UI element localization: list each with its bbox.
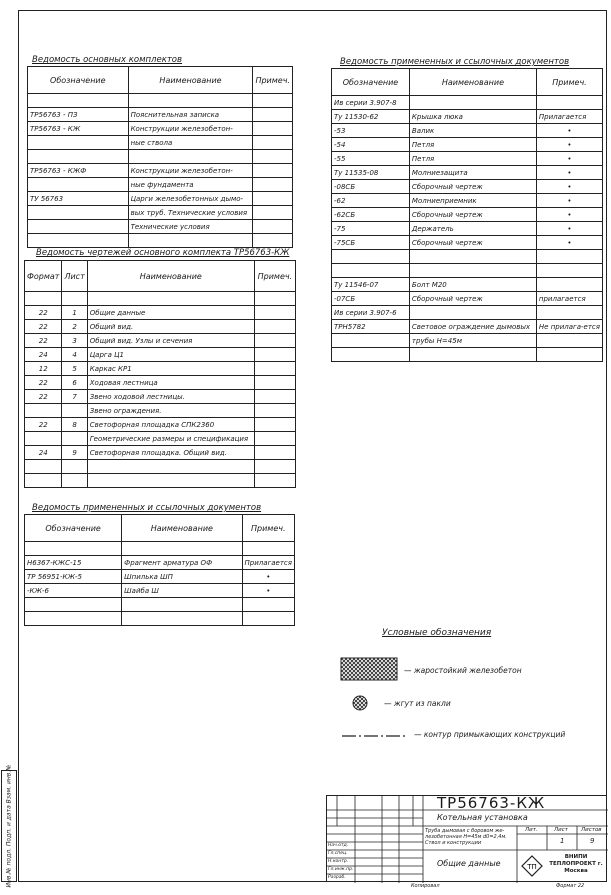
table4-title: Ведомость примененных и ссылочных документов [340, 57, 570, 67]
table-row [332, 334, 603, 348]
table-cell [62, 432, 87, 446]
person-role-2: Гл.спец. [328, 851, 348, 856]
table-cell: -08СБ [332, 180, 410, 194]
table-cell [254, 362, 295, 376]
table-cell [253, 192, 293, 206]
table-row [332, 348, 603, 362]
table-cell [25, 598, 122, 612]
table-row [25, 556, 295, 570]
table-cell [254, 348, 295, 362]
table-cell: Валик [409, 124, 536, 138]
object-description: Труба дымовая с боровом же-лезобетонная Н=45м d0=2,4м. Ствол и конструкции [425, 828, 507, 846]
table-cell [254, 292, 295, 306]
table-cell: ТР56763 - ПЗ [28, 108, 129, 122]
object-name: Котельная установка [437, 813, 528, 822]
table-cell: Ив серии 3.907-8 [332, 96, 410, 110]
table-row [28, 122, 293, 136]
table-cell: Молниезащита [409, 166, 536, 180]
table-cell: Технические условия [128, 220, 253, 234]
table-cell: Петля [409, 138, 536, 152]
table-cell [253, 164, 293, 178]
title-block [326, 795, 607, 882]
table-cell: ТР56763 - КЖ [28, 122, 129, 136]
table-cell: 5 [62, 362, 87, 376]
table-cell [253, 136, 293, 150]
table-cell [536, 96, 602, 110]
organization-name: ВНИПИ ТЕПЛОПРОЕКТ г. Москва [549, 854, 603, 874]
legend-symbols [340, 657, 400, 727]
table-cell: Н6367-КЖС-15 [25, 556, 122, 570]
table-header [25, 515, 295, 542]
table-cell: -75 [332, 222, 410, 236]
table-row [25, 348, 296, 362]
table-row [28, 234, 293, 248]
table-cell [409, 306, 536, 320]
table-cell: Болт М20 [409, 278, 536, 292]
table-cell: Царги железобетонных дымо- [128, 192, 253, 206]
table-cell: -75СБ [332, 236, 410, 250]
table-cell: ТУ 56763 [28, 192, 129, 206]
side-stamp [1, 764, 17, 888]
table-row [25, 390, 296, 404]
table-cell [536, 250, 602, 264]
sheets-label: Листов [581, 827, 602, 833]
table-row [25, 418, 296, 432]
table-cell: Ту 11546-07 [332, 278, 410, 292]
sheets-number: 9 [590, 837, 595, 845]
table-cell: Царга Ц1 [87, 348, 254, 362]
table-row [28, 94, 293, 108]
table-cell: -КЖ-6 [25, 584, 122, 598]
table-row [25, 320, 296, 334]
table-cell: Общий вид. [87, 320, 254, 334]
table-cell: прилагается [536, 292, 602, 306]
copied-label: Копировал [411, 883, 440, 889]
header-name: Наименование [409, 69, 536, 96]
table-cell [254, 460, 295, 474]
table-cell: -62СБ [332, 208, 410, 222]
legend-item-rope: — жгут из пакли [384, 699, 451, 708]
side-stamp-text: Инв.№ подл. Подп. и дата Взам. инв.№ [5, 764, 13, 888]
table-cell: ные фундамента [128, 178, 253, 192]
referenced-docs-table-right [331, 68, 603, 362]
table-row [25, 542, 295, 556]
table-cell: Ту 11535-08 [332, 166, 410, 180]
table-cell: Сборочный чертеж [409, 236, 536, 250]
table-cell: Конструкции железобетон- [128, 122, 253, 136]
table-row [25, 376, 296, 390]
table-cell: Ходовая лестница [87, 376, 254, 390]
table-cell [62, 474, 87, 488]
table-row [332, 180, 603, 194]
table-cell: Ту 11530-62 [332, 110, 410, 124]
table-cell: ТР 56951-КЖ-5 [25, 570, 122, 584]
table-cell [253, 108, 293, 122]
table-cell: -54 [332, 138, 410, 152]
table-row [332, 110, 603, 124]
table-row [332, 306, 603, 320]
table-row [332, 124, 603, 138]
table-cell: • [536, 180, 602, 194]
table1-title: Ведомость основных комплектов [32, 55, 182, 65]
table-cell [122, 612, 242, 626]
table-cell: 22 [25, 390, 62, 404]
table-cell: Прилагается [242, 556, 294, 570]
table-cell: ТРН5782 [332, 320, 410, 334]
table-cell [332, 250, 410, 264]
table-cell [25, 474, 62, 488]
table-row [28, 108, 293, 122]
header-designation: Обозначение [28, 67, 129, 94]
table-cell: • [242, 584, 294, 598]
table-cell: Прилагается [536, 110, 602, 124]
table-cell [87, 474, 254, 488]
table-row [332, 138, 603, 152]
table-cell [25, 432, 62, 446]
table-cell [242, 598, 294, 612]
table-cell [25, 460, 62, 474]
table-cell [254, 334, 295, 348]
tow-rope-icon [353, 696, 367, 710]
table-row [332, 194, 603, 208]
table-cell: 24 [25, 348, 62, 362]
drawings-table [24, 260, 296, 488]
table-cell: Фрагмент арматура ОФ [122, 556, 242, 570]
table-row [28, 192, 293, 206]
table-cell [254, 446, 295, 460]
table-cell: 22 [25, 418, 62, 432]
table-cell: Световое ограждение дымовых [409, 320, 536, 334]
table-cell: Шпилька ШП [122, 570, 242, 584]
table-cell [242, 542, 294, 556]
table-cell: • [536, 138, 602, 152]
table-cell: вых труб. Технические условия [128, 206, 253, 220]
legend-title: Условные обозначения [382, 628, 492, 638]
table-cell: Шайба Ш [122, 584, 242, 598]
table-cell: Ив серии 3.907-6 [332, 306, 410, 320]
table-row [25, 362, 296, 376]
table-cell: 7 [62, 390, 87, 404]
table-cell: Молниеприемник [409, 194, 536, 208]
table-row [25, 570, 295, 584]
org-logo-icon [521, 855, 543, 877]
table-cell [332, 348, 410, 362]
table-row [332, 166, 603, 180]
person-role-3: Н.контр. [328, 859, 349, 864]
table-row [25, 474, 296, 488]
table-cell [536, 278, 602, 292]
table-cell: Сборочный чертеж [409, 180, 536, 194]
legend-item-concrete: — жаростойкий железобетон [404, 666, 522, 675]
table-cell [254, 376, 295, 390]
table-cell: Каркас КР1 [87, 362, 254, 376]
header-note: Примеч. [536, 69, 602, 96]
table-cell: • [536, 236, 602, 250]
table-row [332, 152, 603, 166]
table-cell [25, 542, 122, 556]
table-cell [87, 460, 254, 474]
table-row [25, 404, 296, 418]
table3-title: Ведомость примененных и ссылочных документов [32, 503, 262, 513]
table-cell: 9 [62, 446, 87, 460]
table-cell: Конструкции железобетон- [128, 164, 253, 178]
table-row [28, 150, 293, 164]
table-cell: Держатель [409, 222, 536, 236]
table-cell: 3 [62, 334, 87, 348]
contour-line-icon [340, 733, 410, 739]
table-row [332, 222, 603, 236]
table-cell: ТР56763 - КЖФ [28, 164, 129, 178]
table-cell [409, 250, 536, 264]
table-header [332, 69, 603, 96]
header-name: Наименование [87, 261, 254, 292]
table-row [25, 306, 296, 320]
table-cell: • [536, 166, 602, 180]
table-cell [253, 122, 293, 136]
table-cell [253, 178, 293, 192]
table-cell [254, 320, 295, 334]
table-cell: Светофорная площадка. Общий вид. [87, 446, 254, 460]
table-cell: Звено ограждения. [87, 404, 254, 418]
table-row [25, 334, 296, 348]
main-sets-table [27, 66, 293, 248]
table-cell [25, 292, 62, 306]
table-cell: 8 [62, 418, 87, 432]
table-cell [254, 404, 295, 418]
table-cell: • [536, 194, 602, 208]
table-row [25, 446, 296, 460]
table-cell: 22 [25, 334, 62, 348]
sheet-number: 1 [560, 837, 565, 845]
table-cell: Сборочный чертеж [409, 208, 536, 222]
table-cell [253, 220, 293, 234]
table-cell [128, 150, 253, 164]
table-cell [332, 334, 410, 348]
table2-title: Ведомость чертежей основного комплекта ТР56763-КЖ [36, 248, 290, 258]
table-row [332, 264, 603, 278]
table-cell [28, 136, 129, 150]
table-cell [62, 460, 87, 474]
table-cell: 12 [25, 362, 62, 376]
table-cell [122, 542, 242, 556]
table-cell: • [536, 222, 602, 236]
table-cell: трубы Н=45м [409, 334, 536, 348]
table-cell [122, 598, 242, 612]
table-cell: 24 [25, 446, 62, 460]
table-cell [28, 220, 129, 234]
table-cell: -07СБ [332, 292, 410, 306]
table-row [332, 208, 603, 222]
table-cell [409, 348, 536, 362]
person-role-4: Гл.инж.пр. [328, 867, 354, 872]
table-row [28, 178, 293, 192]
table-row [332, 96, 603, 110]
table-cell: 6 [62, 376, 87, 390]
table-cell: • [536, 124, 602, 138]
table-cell [536, 334, 602, 348]
stage-label: Лит. [525, 827, 538, 833]
table-cell [536, 348, 602, 362]
table-cell [28, 150, 129, 164]
table-row [25, 432, 296, 446]
format-label: Формат 22 [556, 883, 585, 889]
table-cell [536, 264, 602, 278]
table-cell [253, 94, 293, 108]
header-name: Наименование [128, 67, 253, 94]
table-cell [28, 206, 129, 220]
sheet-title: Общие данные [437, 859, 501, 868]
table-row [332, 278, 603, 292]
table-row [25, 460, 296, 474]
header-designation: Обозначение [25, 515, 122, 542]
table-row [332, 250, 603, 264]
table-cell [28, 234, 129, 248]
table-cell: 22 [25, 376, 62, 390]
table-row [25, 612, 295, 626]
table-cell: Общий вид. Узлы и сечения [87, 334, 254, 348]
table-cell: 22 [25, 320, 62, 334]
table-header [25, 261, 296, 292]
table-cell: -53 [332, 124, 410, 138]
table-row [28, 220, 293, 234]
table-cell: • [536, 152, 602, 166]
table-cell: 4 [62, 348, 87, 362]
svg-text:ТП: ТП [527, 863, 537, 871]
table-cell [25, 404, 62, 418]
table-cell: • [242, 570, 294, 584]
header-note: Примеч. [242, 515, 294, 542]
table-cell [28, 178, 129, 192]
table-cell: Сборочный чертеж [409, 292, 536, 306]
table-cell: Звено ходовой лестницы. [87, 390, 254, 404]
table-cell: -55 [332, 152, 410, 166]
table-cell: Не прилага-ется [536, 320, 602, 334]
header-name: Наименование [122, 515, 242, 542]
table-row [25, 598, 295, 612]
table-cell: ные ствола [128, 136, 253, 150]
table-cell: Общие данные [87, 306, 254, 320]
table-cell [128, 234, 253, 248]
table-cell [254, 474, 295, 488]
person-role-1: Нач.отд. [328, 843, 349, 848]
table-cell: 2 [62, 320, 87, 334]
table-cell [28, 94, 129, 108]
concrete-hatch-icon [341, 658, 397, 680]
table-cell: Светофорная площадка СПК2360 [87, 418, 254, 432]
table-cell [409, 96, 536, 110]
table-cell [254, 432, 295, 446]
header-designation: Обозначение [332, 69, 410, 96]
table-row [332, 236, 603, 250]
header-note: Примеч. [253, 67, 293, 94]
table-cell [254, 418, 295, 432]
table-row [25, 584, 295, 598]
table-row [332, 292, 603, 306]
table-row [28, 136, 293, 150]
table-cell [25, 612, 122, 626]
table-cell [536, 306, 602, 320]
table-cell [409, 264, 536, 278]
table-cell: Геометрические размеры и спецификация [87, 432, 254, 446]
drawing-code: ТР56763-КЖ [437, 794, 546, 812]
table-row [28, 206, 293, 220]
table-cell [254, 390, 295, 404]
table-cell [253, 234, 293, 248]
header-sheet: Лист [62, 261, 87, 292]
table-cell [87, 292, 254, 306]
table-header [28, 67, 293, 94]
table-cell: 22 [25, 306, 62, 320]
sheet-label: Лист [554, 827, 568, 833]
table-cell: • [536, 208, 602, 222]
header-note: Примеч. [254, 261, 295, 292]
table-cell [253, 206, 293, 220]
table-row [332, 320, 603, 334]
table-cell: Пояснительная записка [128, 108, 253, 122]
table-cell: -62 [332, 194, 410, 208]
table-cell [62, 404, 87, 418]
table-cell [253, 150, 293, 164]
table-cell: 1 [62, 306, 87, 320]
table-cell [332, 264, 410, 278]
table-cell [128, 94, 253, 108]
table-row [25, 292, 296, 306]
table-cell: Петля [409, 152, 536, 166]
table-cell: Крышка люка [409, 110, 536, 124]
person-role-5: Разраб. [328, 875, 346, 880]
referenced-docs-table-left [24, 514, 295, 626]
table-cell [62, 292, 87, 306]
legend-item-contour: — контур примыкающих конструкций [414, 730, 566, 739]
table-row [28, 164, 293, 178]
table-cell [254, 306, 295, 320]
header-format: Формат [25, 261, 62, 292]
table-cell [242, 612, 294, 626]
